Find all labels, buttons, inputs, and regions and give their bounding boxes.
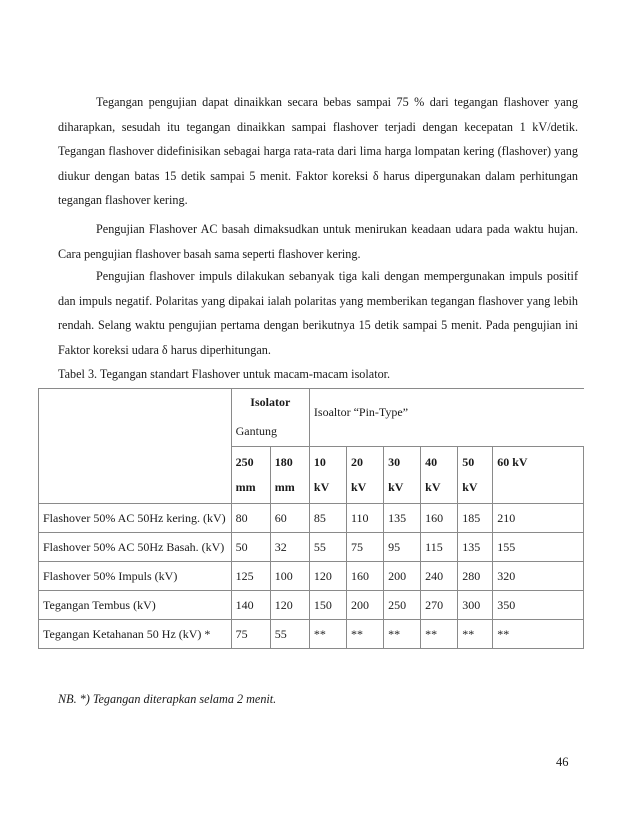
page-number: 46 xyxy=(556,755,569,769)
table-row xyxy=(39,620,584,649)
table-cell: ** xyxy=(384,620,421,649)
table-cell: 210 xyxy=(493,504,584,533)
table-corner-cell xyxy=(39,389,232,504)
column-header: 60 kV xyxy=(493,447,584,504)
column-header: 20 kV xyxy=(347,447,384,504)
table-cell: 250 xyxy=(384,591,421,620)
table-header-row-group xyxy=(39,389,584,447)
header-pin-type: Isoaltor “Pin-Type” xyxy=(313,405,409,419)
column-header: 30 kV xyxy=(384,447,421,504)
table-cell: 140 xyxy=(231,591,270,620)
header-gantung: Gantung xyxy=(235,424,277,438)
table-cell: 155 xyxy=(493,533,584,562)
table-cell: 320 xyxy=(493,562,584,591)
table-cell: 85 xyxy=(309,504,346,533)
paragraph-text: Pengujian Flashover AC basah dimaksudkan untuk menirukan keadaan udara pada waktu hujan. Cara pengujian flashover basah sama seperti flashover kering. xyxy=(58,222,578,261)
table-cell: 200 xyxy=(347,591,384,620)
row-label: Flashover 50% Impuls (kV) xyxy=(39,562,232,591)
table-cell: 350 xyxy=(493,591,584,620)
table-cell: 60 xyxy=(270,504,309,533)
header-isolator: Isolator xyxy=(250,395,291,409)
column-header: 180 mm xyxy=(270,447,309,504)
header-pin-type-group xyxy=(309,389,583,447)
header-gantung-group xyxy=(231,389,309,447)
table-cell: 300 xyxy=(458,591,493,620)
table-cell: 115 xyxy=(421,533,458,562)
table-cell: 55 xyxy=(270,620,309,649)
table-row xyxy=(39,591,584,620)
column-header: 10 kV xyxy=(309,447,346,504)
table-cell: 280 xyxy=(458,562,493,591)
table-cell: 75 xyxy=(231,620,270,649)
table-cell: 75 xyxy=(347,533,384,562)
flashover-table xyxy=(38,388,584,649)
table-cell: 240 xyxy=(421,562,458,591)
table-row xyxy=(39,533,584,562)
table-cell: ** xyxy=(458,620,493,649)
table-cell: 120 xyxy=(270,591,309,620)
column-header: 50 kV xyxy=(458,447,493,504)
table-cell: ** xyxy=(493,620,584,649)
table-cell: 160 xyxy=(347,562,384,591)
table-cell: ** xyxy=(421,620,458,649)
table-cell: 160 xyxy=(421,504,458,533)
table-row xyxy=(39,562,584,591)
table-cell: 135 xyxy=(458,533,493,562)
table-caption: Tabel 3. Tegangan standart Flashover untuk macam-macam isolator. xyxy=(58,367,391,381)
table-cell: ** xyxy=(347,620,384,649)
table-cell: ** xyxy=(309,620,346,649)
table-cell: 110 xyxy=(347,504,384,533)
table-cell: 125 xyxy=(231,562,270,591)
row-label: Tegangan Tembus (kV) xyxy=(39,591,232,620)
row-label: Flashover 50% AC 50Hz Basah. (kV) xyxy=(39,533,232,562)
column-header: 40 kV xyxy=(421,447,458,504)
row-label: Flashover 50% AC 50Hz kering. (kV) xyxy=(39,504,232,533)
table-cell: 270 xyxy=(421,591,458,620)
table-cell: 150 xyxy=(309,591,346,620)
paragraph-flashover-kering xyxy=(58,90,578,213)
column-header: 250 mm xyxy=(231,447,270,504)
table-cell: 185 xyxy=(458,504,493,533)
table-cell: 200 xyxy=(384,562,421,591)
table-cell: 32 xyxy=(270,533,309,562)
paragraph-text: Tegangan pengujian dapat dinaikkan secara bebas sampai 75 % dari tegangan flashover yang diharapkan, sesudah itu tegangan dinaikkan sampai flashover terjadi dengan kecepatan 1 kV/detik. Tegangan flashover didefinisikan sebagai harga rata-rata dari lima harga lompatan kering (flashover) yang diukur dengan batas 15 detik sampai 5 menit. Faktor koreksi δ harus dipergunakan dalam perhitungan tegangan flashover kering. xyxy=(58,95,578,207)
table-cell: 80 xyxy=(231,504,270,533)
table-cell: 95 xyxy=(384,533,421,562)
table-footnote: NB. *) Tegangan diterapkan selama 2 menit. xyxy=(58,692,277,706)
table-cell: 50 xyxy=(231,533,270,562)
row-label: Tegangan Ketahanan 50 Hz (kV) * xyxy=(39,620,232,649)
table-cell: 55 xyxy=(309,533,346,562)
table-row xyxy=(39,504,584,533)
table-cell: 100 xyxy=(270,562,309,591)
paragraph-flashover-impuls xyxy=(58,264,578,362)
paragraph-text: Pengujian flashover impuls dilakukan sebanyak tiga kali dengan mempergunakan impuls positif dan impuls negatif. Polaritas yang dipakai ialah polaritas yang memberikan tegangan flashover yang lebih rendah. Selang waktu pengujian pertama dengan berikutnya 15 detik sampai 5 menit. Pada pengujian ini Faktor koreksi udara δ harus diperhitungan. xyxy=(58,269,578,357)
table-cell: 135 xyxy=(384,504,421,533)
paragraph-flashover-basah xyxy=(58,217,578,266)
table-cell: 120 xyxy=(309,562,346,591)
